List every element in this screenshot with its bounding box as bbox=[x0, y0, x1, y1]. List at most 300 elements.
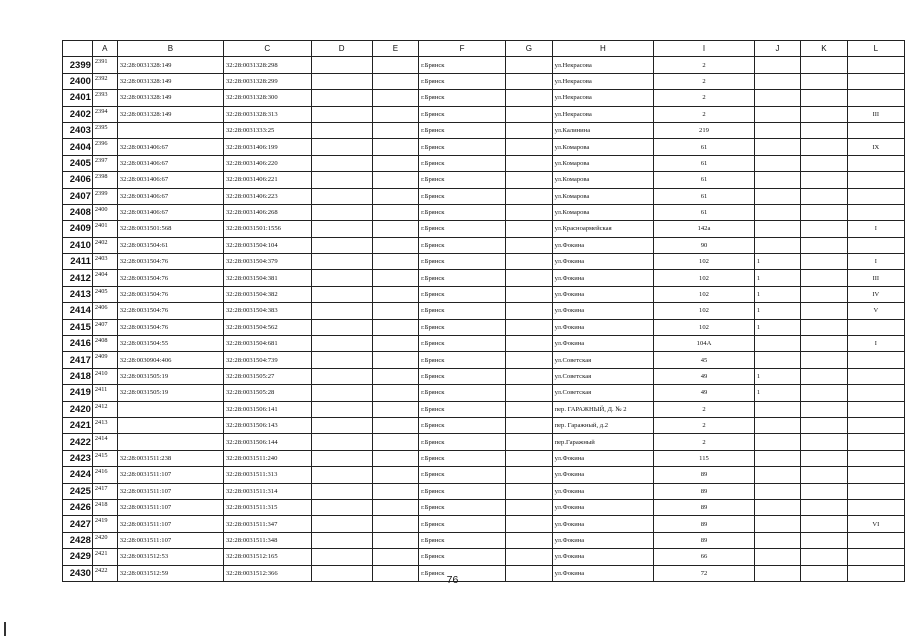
cell-l bbox=[847, 385, 904, 401]
cell-h: ул.Фокина bbox=[552, 483, 654, 499]
table-row bbox=[63, 188, 905, 204]
table-row bbox=[63, 385, 905, 401]
cell-d bbox=[311, 172, 372, 188]
cell-j bbox=[754, 417, 800, 433]
cell-i: 142а bbox=[654, 221, 755, 237]
cell-g bbox=[506, 139, 552, 155]
cell-h: ул.Комарова bbox=[552, 172, 654, 188]
cell-b: 32:28:0031511:107 bbox=[117, 516, 223, 532]
cell-e bbox=[372, 254, 418, 270]
cell-d bbox=[311, 237, 372, 253]
cell-e bbox=[372, 221, 418, 237]
cell-c: 32:28:0031406:199 bbox=[223, 139, 311, 155]
cell-b: 32:28:0031512:59 bbox=[117, 565, 223, 581]
table-row bbox=[63, 73, 905, 89]
cell-k bbox=[801, 155, 847, 171]
cell-k bbox=[801, 549, 847, 565]
row-number: 2402 bbox=[63, 106, 93, 122]
cell-e bbox=[372, 434, 418, 450]
cell-d bbox=[311, 467, 372, 483]
row-number: 2416 bbox=[63, 336, 93, 352]
cell-d bbox=[311, 106, 372, 122]
cell-l bbox=[847, 434, 904, 450]
cell-d bbox=[311, 188, 372, 204]
cell-d bbox=[311, 417, 372, 433]
cell-g bbox=[506, 172, 552, 188]
cell-i: 2 bbox=[654, 73, 755, 89]
cell-a: 2402 bbox=[92, 237, 117, 253]
cell-k bbox=[801, 368, 847, 384]
cell-f: г.Брянск bbox=[419, 106, 506, 122]
cell-e bbox=[372, 549, 418, 565]
cell-h: ул.Некрасова bbox=[552, 73, 654, 89]
cell-i: 2 bbox=[654, 417, 755, 433]
cell-i: 49 bbox=[654, 368, 755, 384]
cell-j bbox=[754, 73, 800, 89]
cell-f: г.Брянск bbox=[419, 565, 506, 581]
cell-h: ул.Фокина bbox=[552, 549, 654, 565]
cell-b: 32:28:0030904:406 bbox=[117, 352, 223, 368]
cell-e bbox=[372, 532, 418, 548]
row-number: 2408 bbox=[63, 204, 93, 220]
cell-i: 89 bbox=[654, 499, 755, 515]
cell-f: г.Брянск bbox=[419, 467, 506, 483]
table-row bbox=[63, 155, 905, 171]
cell-a: 2399 bbox=[92, 188, 117, 204]
column-header-i: I bbox=[654, 41, 755, 57]
table-row bbox=[63, 172, 905, 188]
cell-g bbox=[506, 188, 552, 204]
cell-k bbox=[801, 499, 847, 515]
cell-k bbox=[801, 532, 847, 548]
cell-c: 32:28:0031511:348 bbox=[223, 532, 311, 548]
cell-i: 2 bbox=[654, 434, 755, 450]
cell-f: г.Брянск bbox=[419, 122, 506, 138]
cell-e bbox=[372, 90, 418, 106]
cell-g bbox=[506, 352, 552, 368]
cell-l: IX bbox=[847, 139, 904, 155]
cell-j: 1 bbox=[754, 270, 800, 286]
cell-k bbox=[801, 385, 847, 401]
cell-j bbox=[754, 467, 800, 483]
cell-d bbox=[311, 352, 372, 368]
table-row bbox=[63, 336, 905, 352]
cell-l bbox=[847, 73, 904, 89]
cell-g bbox=[506, 549, 552, 565]
cell-h: ул.Фокина bbox=[552, 565, 654, 581]
cell-k bbox=[801, 73, 847, 89]
cell-a: 2408 bbox=[92, 336, 117, 352]
cell-h: ул.Фокина bbox=[552, 499, 654, 515]
row-number: 2415 bbox=[63, 319, 93, 335]
cell-g bbox=[506, 532, 552, 548]
cell-f: г.Брянск bbox=[419, 139, 506, 155]
cell-g bbox=[506, 57, 552, 73]
cell-l bbox=[847, 483, 904, 499]
cell-c: 32:28:0031504:681 bbox=[223, 336, 311, 352]
cell-j bbox=[754, 237, 800, 253]
cell-j bbox=[754, 204, 800, 220]
table-row bbox=[63, 516, 905, 532]
column-header-h: H bbox=[552, 41, 654, 57]
cell-b bbox=[117, 434, 223, 450]
cell-l bbox=[847, 90, 904, 106]
column-header-k: K bbox=[801, 41, 847, 57]
table-row bbox=[63, 270, 905, 286]
cell-e bbox=[372, 467, 418, 483]
row-number: 2411 bbox=[63, 254, 93, 270]
column-header-a: A bbox=[92, 41, 117, 57]
cell-h: ул.Комарова bbox=[552, 188, 654, 204]
cell-g bbox=[506, 483, 552, 499]
row-number: 2429 bbox=[63, 549, 93, 565]
cell-k bbox=[801, 319, 847, 335]
cell-l bbox=[847, 417, 904, 433]
cell-h: ул.Фокина bbox=[552, 450, 654, 466]
cell-e bbox=[372, 483, 418, 499]
table-row bbox=[63, 319, 905, 335]
cell-d bbox=[311, 221, 372, 237]
cell-a: 2395 bbox=[92, 122, 117, 138]
cell-f: г.Брянск bbox=[419, 237, 506, 253]
table-row bbox=[63, 139, 905, 155]
cell-j bbox=[754, 106, 800, 122]
cell-l bbox=[847, 450, 904, 466]
cell-a: 2421 bbox=[92, 549, 117, 565]
cell-g bbox=[506, 254, 552, 270]
cell-c: 32:28:0031506:143 bbox=[223, 417, 311, 433]
cell-l: V bbox=[847, 303, 904, 319]
cell-a: 2391 bbox=[92, 57, 117, 73]
cell-g bbox=[506, 221, 552, 237]
cell-k bbox=[801, 172, 847, 188]
row-number: 2403 bbox=[63, 122, 93, 138]
cell-a: 2415 bbox=[92, 450, 117, 466]
cell-f: г.Брянск bbox=[419, 483, 506, 499]
cell-g bbox=[506, 368, 552, 384]
cell-e bbox=[372, 57, 418, 73]
cell-c: 32:28:0031406:268 bbox=[223, 204, 311, 220]
cell-b: 32:28:0031406:67 bbox=[117, 172, 223, 188]
cell-i: 66 bbox=[654, 549, 755, 565]
cell-j bbox=[754, 549, 800, 565]
table-row bbox=[63, 499, 905, 515]
cell-h: ул.Фокина bbox=[552, 270, 654, 286]
table-body bbox=[63, 57, 905, 582]
cell-e bbox=[372, 417, 418, 433]
cell-h: ул.Советская bbox=[552, 352, 654, 368]
cell-b: 32:28:0031406:67 bbox=[117, 188, 223, 204]
cell-e bbox=[372, 155, 418, 171]
cell-k bbox=[801, 237, 847, 253]
cell-f: г.Брянск bbox=[419, 204, 506, 220]
column-header-f: F bbox=[419, 41, 506, 57]
cell-e bbox=[372, 303, 418, 319]
table-row bbox=[63, 352, 905, 368]
cell-b: 32:28:0031512:53 bbox=[117, 549, 223, 565]
row-number: 2410 bbox=[63, 237, 93, 253]
cell-h: ул.Фокина bbox=[552, 303, 654, 319]
cell-h: ул.Фокина bbox=[552, 286, 654, 302]
cell-a: 2417 bbox=[92, 483, 117, 499]
cell-c: 32:28:0031504:383 bbox=[223, 303, 311, 319]
cell-b: 32:28:0031406:67 bbox=[117, 155, 223, 171]
cell-a: 2413 bbox=[92, 417, 117, 433]
cell-f: г.Брянск bbox=[419, 385, 506, 401]
cell-a: 2416 bbox=[92, 467, 117, 483]
row-number: 2405 bbox=[63, 155, 93, 171]
cell-j bbox=[754, 499, 800, 515]
cell-b: 32:28:0031505:19 bbox=[117, 385, 223, 401]
cell-a: 2418 bbox=[92, 499, 117, 515]
cell-i: 61 bbox=[654, 204, 755, 220]
cell-i: 61 bbox=[654, 172, 755, 188]
cell-l: IV bbox=[847, 286, 904, 302]
cell-e bbox=[372, 73, 418, 89]
cell-f: г.Брянск bbox=[419, 172, 506, 188]
cell-l bbox=[847, 368, 904, 384]
cell-c: 32:28:0031504:739 bbox=[223, 352, 311, 368]
row-number: 2427 bbox=[63, 516, 93, 532]
cell-e bbox=[372, 368, 418, 384]
cell-i: 102 bbox=[654, 319, 755, 335]
cell-l: III bbox=[847, 270, 904, 286]
cell-j bbox=[754, 90, 800, 106]
cell-d bbox=[311, 450, 372, 466]
cell-k bbox=[801, 221, 847, 237]
cell-k bbox=[801, 122, 847, 138]
cell-a: 2398 bbox=[92, 172, 117, 188]
cell-f: г.Брянск bbox=[419, 254, 506, 270]
cell-d bbox=[311, 204, 372, 220]
cell-i: 61 bbox=[654, 139, 755, 155]
cell-h: ул.Красноармейская bbox=[552, 221, 654, 237]
cell-g bbox=[506, 286, 552, 302]
cell-i: 219 bbox=[654, 122, 755, 138]
cell-c: 32:28:0031504:381 bbox=[223, 270, 311, 286]
cell-b: 32:28:0031501:568 bbox=[117, 221, 223, 237]
cell-d bbox=[311, 434, 372, 450]
cell-a: 2392 bbox=[92, 73, 117, 89]
cell-d bbox=[311, 122, 372, 138]
table-row bbox=[63, 204, 905, 220]
cell-e bbox=[372, 122, 418, 138]
cell-e bbox=[372, 139, 418, 155]
cell-b: 32:28:0031504:76 bbox=[117, 303, 223, 319]
cell-k bbox=[801, 57, 847, 73]
row-number: 2417 bbox=[63, 352, 93, 368]
cell-h: ул.Фокина bbox=[552, 467, 654, 483]
cell-l bbox=[847, 401, 904, 417]
cell-h: ул.Фокина bbox=[552, 516, 654, 532]
table-row bbox=[63, 106, 905, 122]
cell-l: I bbox=[847, 336, 904, 352]
row-number: 2406 bbox=[63, 172, 93, 188]
cell-h: ул.Фокина bbox=[552, 237, 654, 253]
cell-g bbox=[506, 237, 552, 253]
cell-i: 115 bbox=[654, 450, 755, 466]
cell-d bbox=[311, 516, 372, 532]
cell-h: ул.Фокина bbox=[552, 254, 654, 270]
cell-k bbox=[801, 254, 847, 270]
cell-h: ул.Комарова bbox=[552, 139, 654, 155]
cell-g bbox=[506, 467, 552, 483]
cell-a: 2393 bbox=[92, 90, 117, 106]
cell-f: г.Брянск bbox=[419, 303, 506, 319]
cell-i: 89 bbox=[654, 532, 755, 548]
cell-d bbox=[311, 401, 372, 417]
cell-c: 32:28:0031406:221 bbox=[223, 172, 311, 188]
cell-d bbox=[311, 319, 372, 335]
cell-c: 32:28:0031328:313 bbox=[223, 106, 311, 122]
cell-e bbox=[372, 352, 418, 368]
cell-a: 2406 bbox=[92, 303, 117, 319]
cell-k bbox=[801, 417, 847, 433]
cell-e bbox=[372, 106, 418, 122]
cell-b bbox=[117, 417, 223, 433]
row-number: 2421 bbox=[63, 417, 93, 433]
cell-e bbox=[372, 237, 418, 253]
cell-i: 2 bbox=[654, 401, 755, 417]
cell-c: 32:28:0031512:366 bbox=[223, 565, 311, 581]
cell-d bbox=[311, 73, 372, 89]
cell-j: 1 bbox=[754, 319, 800, 335]
cell-j bbox=[754, 221, 800, 237]
cell-k bbox=[801, 139, 847, 155]
cell-j bbox=[754, 434, 800, 450]
cell-c: 32:28:0031504:382 bbox=[223, 286, 311, 302]
cell-b bbox=[117, 401, 223, 417]
cell-h: ул.Комарова bbox=[552, 204, 654, 220]
row-number: 2420 bbox=[63, 401, 93, 417]
cell-k bbox=[801, 434, 847, 450]
table-row bbox=[63, 286, 905, 302]
row-number: 2424 bbox=[63, 467, 93, 483]
cell-d bbox=[311, 483, 372, 499]
cell-g bbox=[506, 106, 552, 122]
row-number: 2401 bbox=[63, 90, 93, 106]
cell-b: 32:28:0031504:76 bbox=[117, 319, 223, 335]
cell-a: 2422 bbox=[92, 565, 117, 581]
cell-f: г.Брянск bbox=[419, 516, 506, 532]
cell-b: 32:28:0031504:76 bbox=[117, 286, 223, 302]
cell-h: ул.Некрасова bbox=[552, 90, 654, 106]
cell-e bbox=[372, 204, 418, 220]
cell-i: 89 bbox=[654, 467, 755, 483]
row-number: 2414 bbox=[63, 303, 93, 319]
cell-c: 32:28:0031506:141 bbox=[223, 401, 311, 417]
cell-d bbox=[311, 303, 372, 319]
cell-b: 32:28:0031511:107 bbox=[117, 483, 223, 499]
cell-c: 32:28:0031504:379 bbox=[223, 254, 311, 270]
table-row bbox=[63, 221, 905, 237]
cell-c: 32:28:0031511:313 bbox=[223, 467, 311, 483]
table-row bbox=[63, 483, 905, 499]
cell-j bbox=[754, 188, 800, 204]
cell-h: пер.Гаражный bbox=[552, 434, 654, 450]
table-row bbox=[63, 303, 905, 319]
column-header-b: B bbox=[117, 41, 223, 57]
cell-i: 2 bbox=[654, 106, 755, 122]
column-header-d: D bbox=[311, 41, 372, 57]
cell-e bbox=[372, 270, 418, 286]
cell-a: 2403 bbox=[92, 254, 117, 270]
cell-i: 61 bbox=[654, 155, 755, 171]
cell-i: 102 bbox=[654, 270, 755, 286]
cell-k bbox=[801, 516, 847, 532]
cell-j bbox=[754, 532, 800, 548]
cell-c: 32:28:0031406:223 bbox=[223, 188, 311, 204]
cell-d bbox=[311, 254, 372, 270]
cell-c: 32:28:0031333:25 bbox=[223, 122, 311, 138]
cell-g bbox=[506, 122, 552, 138]
cell-f: г.Брянск bbox=[419, 221, 506, 237]
column-header-j: J bbox=[754, 41, 800, 57]
table-row bbox=[63, 401, 905, 417]
cell-h: ул.Калинина bbox=[552, 122, 654, 138]
cell-j bbox=[754, 352, 800, 368]
cell-a: 2412 bbox=[92, 401, 117, 417]
cell-l: VI bbox=[847, 516, 904, 532]
cell-e bbox=[372, 385, 418, 401]
cell-e bbox=[372, 172, 418, 188]
cell-h: ул.Комарова bbox=[552, 155, 654, 171]
cell-e bbox=[372, 401, 418, 417]
cell-b bbox=[117, 122, 223, 138]
cell-e bbox=[372, 188, 418, 204]
cell-a: 2405 bbox=[92, 286, 117, 302]
cell-l bbox=[847, 188, 904, 204]
cell-c: 32:28:0031511:240 bbox=[223, 450, 311, 466]
cell-b: 32:28:0031504:61 bbox=[117, 237, 223, 253]
cell-c: 32:28:0031501:1556 bbox=[223, 221, 311, 237]
table-row bbox=[63, 450, 905, 466]
cell-i: 89 bbox=[654, 516, 755, 532]
cell-e bbox=[372, 336, 418, 352]
cell-b: 32:28:0031511:107 bbox=[117, 499, 223, 515]
cell-f: г.Брянск bbox=[419, 286, 506, 302]
cell-i: 61 bbox=[654, 188, 755, 204]
row-number: 2399 bbox=[63, 57, 93, 73]
cell-k bbox=[801, 401, 847, 417]
cell-g bbox=[506, 499, 552, 515]
cell-b: 32:28:0031406:67 bbox=[117, 204, 223, 220]
cell-b: 32:28:0031328:149 bbox=[117, 73, 223, 89]
cell-a: 2397 bbox=[92, 155, 117, 171]
column-header-row bbox=[63, 41, 905, 57]
cell-b: 32:28:0031328:149 bbox=[117, 90, 223, 106]
cell-f: г.Брянск bbox=[419, 417, 506, 433]
row-number: 2419 bbox=[63, 385, 93, 401]
cell-k bbox=[801, 270, 847, 286]
table-row bbox=[63, 549, 905, 565]
cell-c: 32:28:0031511:314 bbox=[223, 483, 311, 499]
cell-d bbox=[311, 385, 372, 401]
cell-l: III bbox=[847, 106, 904, 122]
column-header-e: E bbox=[372, 41, 418, 57]
cell-l bbox=[847, 155, 904, 171]
cell-a: 2411 bbox=[92, 385, 117, 401]
table-row bbox=[63, 90, 905, 106]
cell-k bbox=[801, 450, 847, 466]
cell-l bbox=[847, 172, 904, 188]
cell-i: 45 bbox=[654, 352, 755, 368]
cell-c: 32:28:0031328:300 bbox=[223, 90, 311, 106]
cell-a: 2396 bbox=[92, 139, 117, 155]
cell-b: 32:28:0031328:149 bbox=[117, 106, 223, 122]
cell-f: г.Брянск bbox=[419, 188, 506, 204]
row-number: 2407 bbox=[63, 188, 93, 204]
